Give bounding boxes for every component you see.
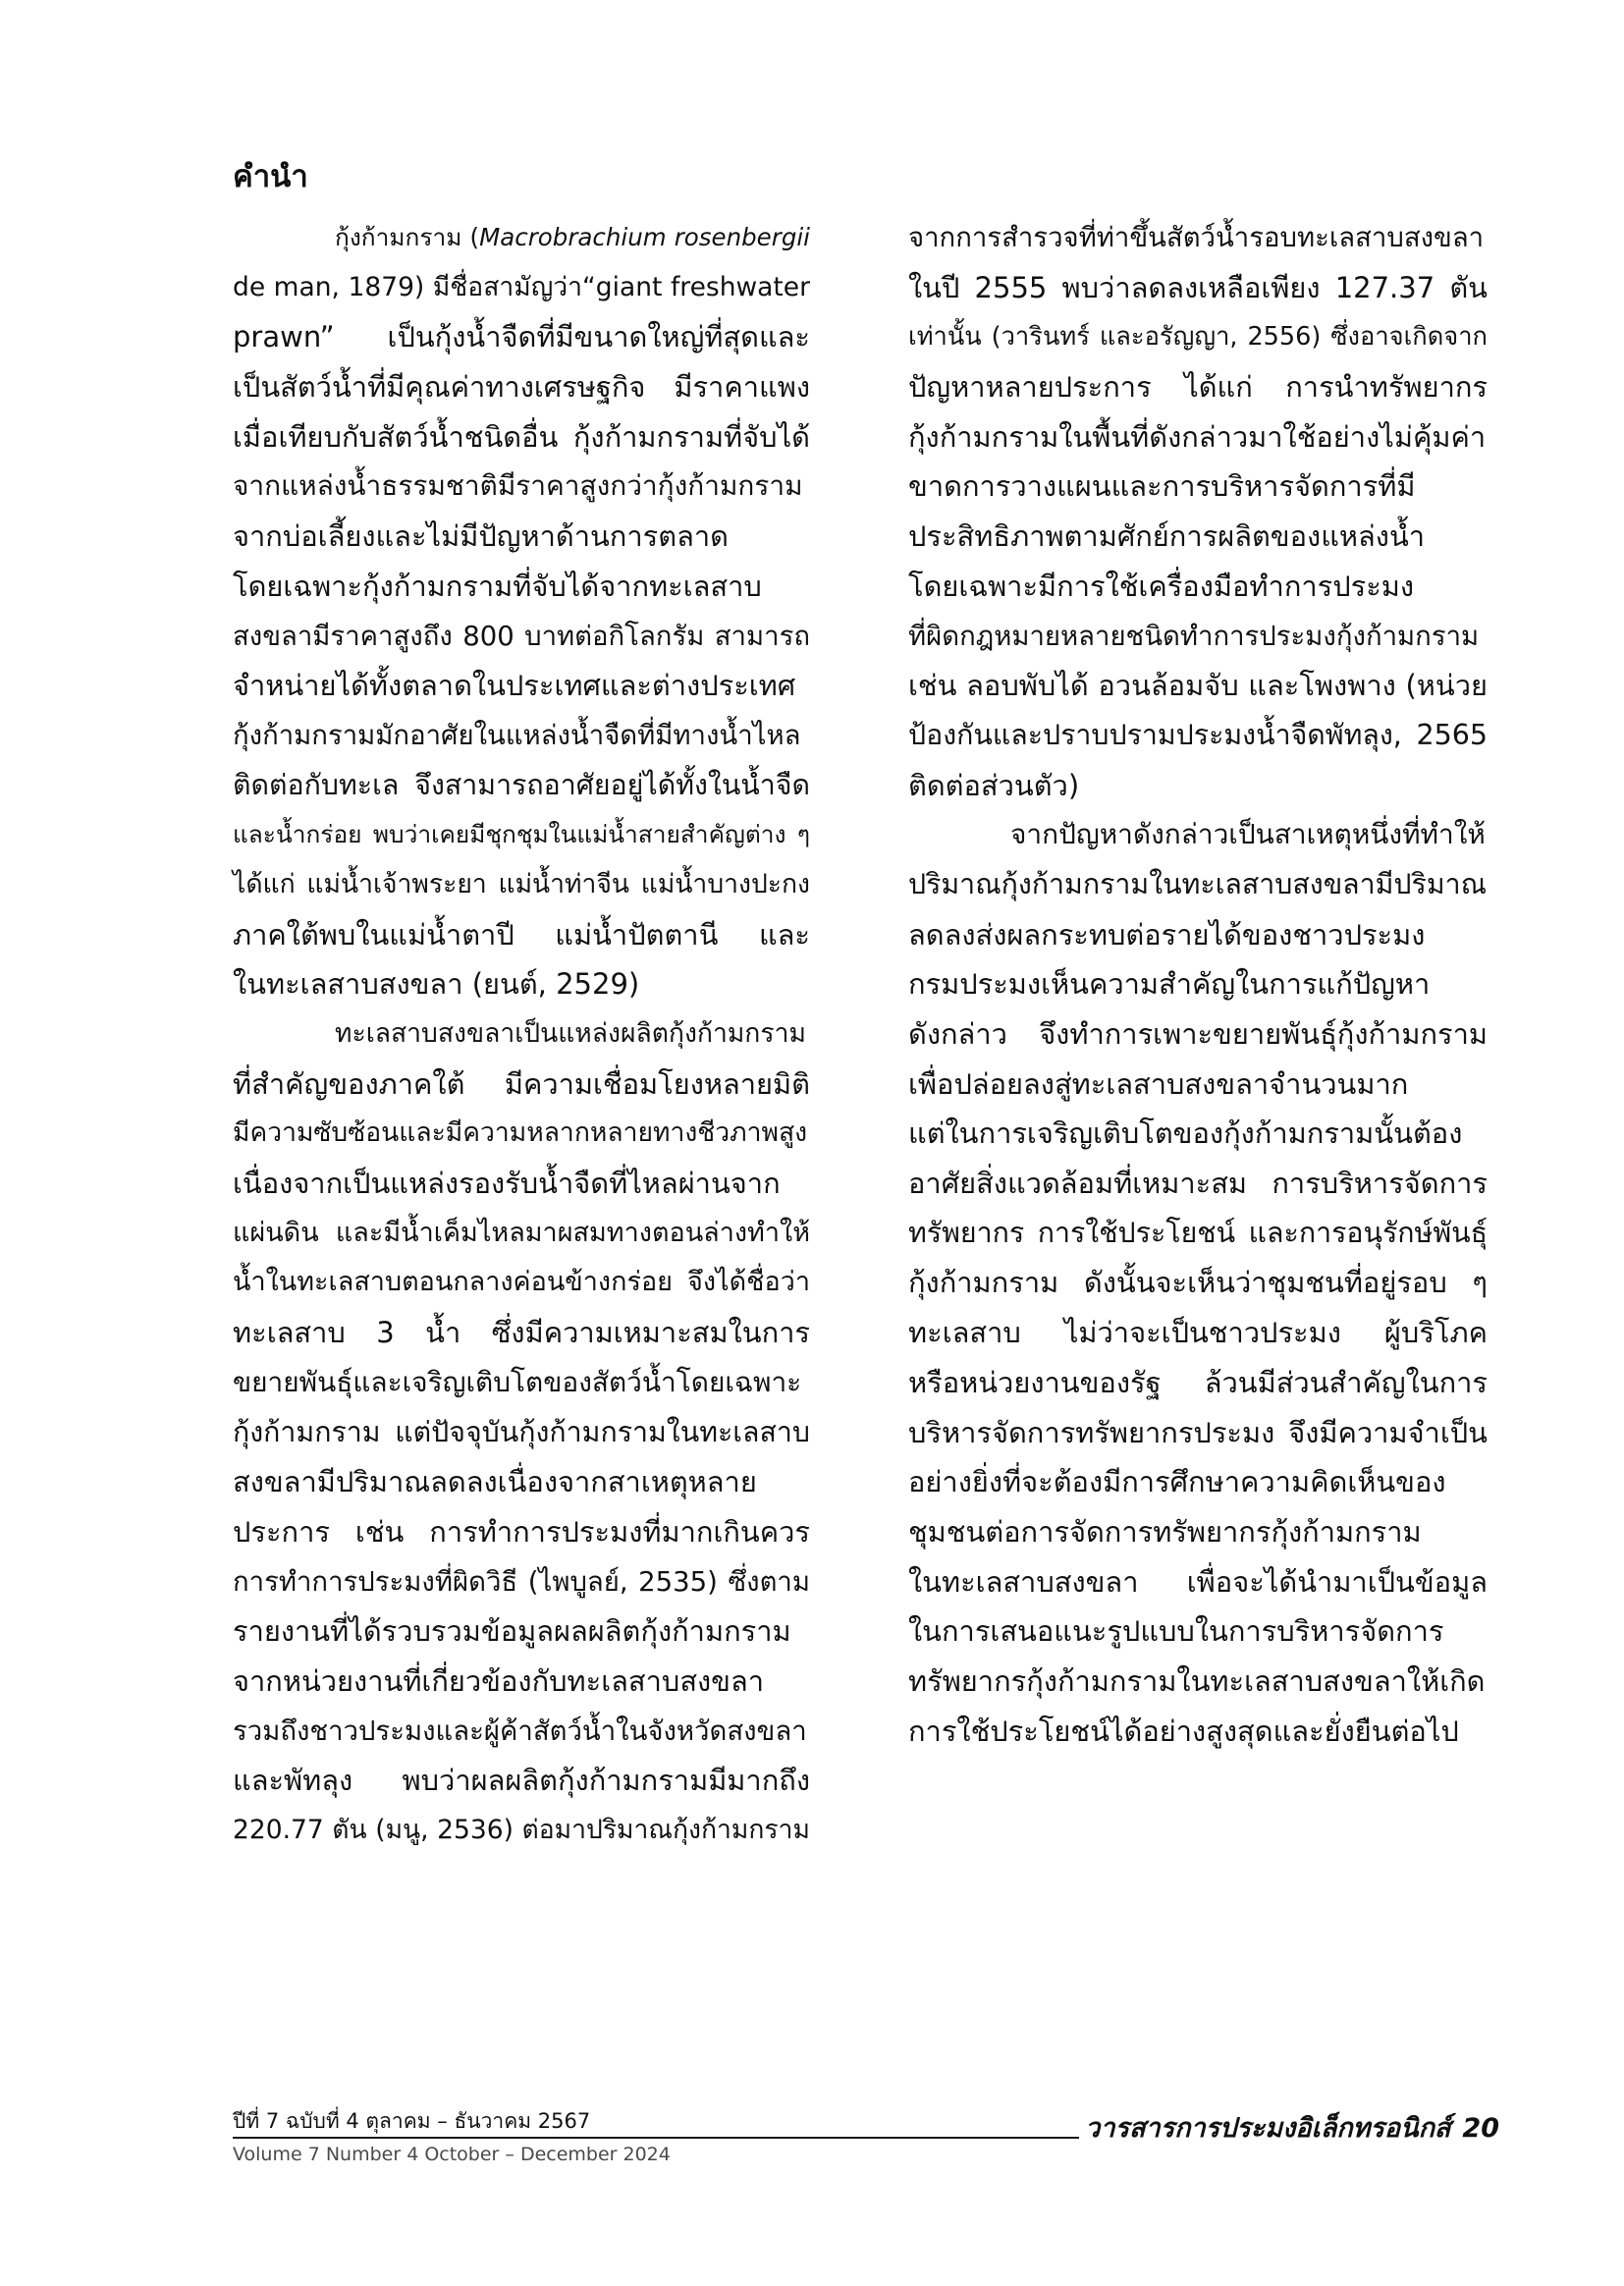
text-line: เท่านั้น (วารินทร์ และอรัญญา, 2556) ซึ่งอาจเกิดจาก xyxy=(908,322,1488,353)
text-line: ชุมชนต่อการจัดการทรัพยากรกุ้งก้ามกราม xyxy=(908,1514,1422,1549)
journal-title xyxy=(1085,2112,1499,2146)
text-line: ป้องกันและปราบปรามประมงน้ำจืดพัทลุง, 2565 xyxy=(908,718,1488,751)
left-column xyxy=(233,213,810,1856)
text-line: ขาดการวางแผนและการบริหารจัดการที่มี xyxy=(908,469,1416,504)
text-line: โดยเฉพาะมีการใช้เครื่องมือทำการประมง xyxy=(908,569,1415,603)
text-line: ลดลงส่งผลกระทบต่อรายได้ของชาวประมง xyxy=(908,917,1426,952)
text-line: กุ้งก้ามกรามมักอาศัยในแหล่งน้ำจืดที่มีทางน้ำไหล xyxy=(233,719,801,751)
text-line: รายงานที่ได้รวบรวมข้อมูลผลผลิตกุ้งก้ามกราม xyxy=(233,1614,791,1649)
text-line: ที่สำคัญของภาคใต้ มีความเชื่อมโยงหลายมิติ xyxy=(233,1066,810,1101)
text-line: กุ้งก้ามกรามในพื้นที่ดังกล่าวมาใช้อย่างไม่คุ้มค่า xyxy=(908,419,1487,454)
text-line: ติดต่อส่วนตัว) xyxy=(908,768,1080,802)
text-line: ปริมาณกุ้งก้ามกรามในทะเลสาบสงขลามีปริมาณ xyxy=(908,867,1488,900)
text-line: จากปัญหาดังกล่าวเป็นสาเหตุหนึ่งที่ทำให้ xyxy=(1010,818,1486,851)
text-line: กุ้งก้ามกราม ดังนั้นจะเห็นว่าชุมชนที่อยู่รอบ ๆ xyxy=(908,1266,1488,1300)
text-line: จากการสำรวจที่ท่าขึ้นสัตว์น้ำรอบทะเลสาบสงขลา xyxy=(908,222,1485,253)
text-line: แต่ในการเจริญเติบโตของกุ้งก้ามกรามนั้นต้อง xyxy=(908,1116,1463,1151)
text-line: de man, 1879) มีชื่อสามัญว่า“giant freshwater xyxy=(233,271,810,302)
text-line: หรือหน่วยงานของรัฐ ล้วนมีส่วนสำคัญในการ xyxy=(908,1365,1488,1399)
text-line: ประการ เช่น การทำการประมงที่มากเกินควร xyxy=(233,1514,810,1549)
text-line: 220.77 ตัน (มนู, 2536) ต่อมาปริมาณกุ้งก้ามกราม xyxy=(233,1815,810,1845)
text-line: ภาคใต้พบในแม่น้ำตาปี แม่น้ำปัตตานี และ xyxy=(233,917,810,952)
text-line: เมื่อเทียบกับสัตว์น้ำชนิดอื่น กุ้งก้ามกรามที่จับได้ xyxy=(233,419,810,454)
text-line: และพัทลุง พบว่าผลผลิตกุ้งก้ามกรามมีมากถึง xyxy=(233,1764,810,1798)
text-line: เป็นสัตว์น้ำที่มีคุณค่าทางเศรษฐกิจ มีราคาแพง xyxy=(233,370,810,405)
right-column xyxy=(908,213,1488,1756)
text-line: จากแหล่งน้ำธรรมชาติมีราคาสูงกว่ากุ้งก้ามกราม xyxy=(233,469,803,503)
footer-rule xyxy=(233,2137,1079,2139)
journal-name: วารสารการประมงอิเล็กทรอนิกส์ xyxy=(1085,2113,1451,2144)
text-line: โดยเฉพาะกุ้งก้ามกรามที่จับได้จากทะเลสาบ xyxy=(233,569,762,603)
text-line xyxy=(233,213,810,263)
text-line: อย่างยิ่งที่จะต้องมีการศึกษาความคิดเห็นของ xyxy=(908,1465,1446,1499)
text-line: บริหารจัดการทรัพยากรประมง จึงมีความจำเป็น xyxy=(908,1415,1488,1449)
text-line: กุ้งก้ามกราม แต่ปัจจุบันกุ้งก้ามกรามในทะเลสาบ xyxy=(233,1415,810,1448)
text-line: กรมประมงเห็นความสำคัญในการแก้ปัญหา xyxy=(908,967,1431,1002)
scientific-name: Macrobrachium rosenbergii xyxy=(479,223,810,251)
text-line: สงขลามีปริมาณลดลงเนื่องจากสาเหตุหลาย xyxy=(233,1465,757,1499)
issue-label-thai: ปีที่ 7 ฉบับที่ 4 ตุลาคม – ธันวาคม 2567 xyxy=(233,2109,591,2133)
page-number: 20 xyxy=(1462,2113,1499,2144)
text-line: เนื่องจากเป็นแหล่งรองรับน้ำจืดที่ไหลผ่านจาก xyxy=(233,1167,781,1201)
text-line: ทะเลสาบ ไม่ว่าจะเป็นชาวประมง ผู้บริโภค xyxy=(908,1316,1488,1350)
text-line: ทะเลสาบสงขลาเป็นแหล่งผลิตกุ้งก้ามกราม xyxy=(335,1018,806,1049)
text-line: ติดต่อกับทะเล จึงสามารถอาศัยอยู่ได้ทั้งในน้ำจืด xyxy=(233,768,810,801)
text-line: prawn” เป็นกุ้งน้ำจืดที่มีขนาดใหญ่ที่สุดและ xyxy=(233,320,810,354)
paragraph xyxy=(908,810,1488,1756)
text-line: จำหน่ายได้ทั้งตลาดในประเทศและต่างประเทศ xyxy=(233,669,796,703)
paragraph xyxy=(908,213,1488,810)
text-line: ในทะเลสาบสงขลา เพื่อจะได้นำมาเป็นข้อมูล xyxy=(908,1564,1488,1599)
text-line: ขยายพันธุ์และเจริญเติบโตของสัตว์น้ำโดยเฉพาะ xyxy=(233,1365,802,1398)
paragraph xyxy=(233,1009,810,1856)
text-line: เพื่อปล่อยลงสู่ทะเลสาบสงขลาจำนวนมาก xyxy=(908,1066,1409,1101)
text-line: ที่ผิดกฎหมายหลายชนิดทำการประมงกุ้งก้ามกราม xyxy=(908,620,1480,652)
text-line: สงขลามีราคาสูงถึง 800 บาทต่อกิโลกรัม สามารถ xyxy=(233,620,810,652)
text-line: ทรัพยากรกุ้งก้ามกรามในทะเลสาบสงขลาให้เกิด xyxy=(908,1663,1486,1698)
text-line: การทำการประมงที่ผิดวิธี (ไพบูลย์, 2535) ซึ่งตาม xyxy=(233,1565,810,1598)
section-heading: คำนำ xyxy=(233,159,308,194)
text-line: เช่น ลอบพับได้ อวนล้อมจับ และโพงพาง (หน่วย xyxy=(908,669,1488,703)
text-line: ปัญหาหลายประการ ได้แก่ การนำทรัพยากร xyxy=(908,370,1488,405)
issue-label-english: Volume 7 Number 4 October – December 2024 xyxy=(233,2144,671,2165)
text-line: ได้แก่ แม่น้ำเจ้าพระยา แม่น้ำท่าจีน แม่น้ำบางปะกง xyxy=(233,868,810,899)
text-line: ทะเลสาบ 3 น้ำ ซึ่งมีความเหมาะสมในการ xyxy=(233,1316,810,1350)
text-line: ดังกล่าว จึงทำการเพาะขยายพันธุ์กุ้งก้ามกราม xyxy=(908,1017,1488,1051)
text-line: ประสิทธิภาพตามศักย์การผลิตของแหล่งน้ำ xyxy=(908,519,1426,554)
text-line: ในการเสนอแนะรูปแบบในการบริหารจัดการ xyxy=(908,1614,1444,1649)
text-line: มีความซับซ้อนและมีความหลากหลายทางชีวภาพสูง xyxy=(233,1117,808,1149)
text-line: น้ำในทะเลสาบตอนกลางค่อนข้างกร่อย จึงได้ชื่อว่า xyxy=(233,1267,810,1298)
text-line: จากหน่วยงานที่เกี่ยวข้องกับทะเลสาบสงขลา xyxy=(233,1663,765,1698)
paragraph xyxy=(233,213,810,1009)
text-line: ในปี 2555 พบว่าลดลงเหลือเพียง 127.37 ตัน xyxy=(908,270,1488,304)
text-line: ทรัพยากร การใช้ประโยชน์ และการอนุรักษ์พันธุ์ xyxy=(908,1216,1488,1249)
text-line: การใช้ประโยชน์ได้อย่างสูงสุดและยั่งยืนต่อไป xyxy=(908,1714,1459,1748)
text-line: แผ่นดิน และมีน้ำเค็มไหลมาผสมทางตอนล่างทำให้ xyxy=(233,1217,810,1248)
text-line: อาศัยสิ่งแวดล้อมที่เหมาะสม การบริหารจัดการ xyxy=(908,1167,1488,1201)
text-line: รวมถึงชาวประมงและผู้ค้าสัตว์น้ำในจังหวัดสงขลา xyxy=(233,1714,807,1747)
text-line: ในทะเลสาบสงขลา (ยนต์, 2529) xyxy=(233,967,640,1002)
text-line: และน้ำกร่อย พบว่าเคยมีชุกชุมในแม่น้ำสายสำคัญต่าง ๆ xyxy=(233,820,810,849)
text-line: จากบ่อเลี้ยงและไม่มีปัญหาด้านการตลาด xyxy=(233,519,729,554)
text-segment: กุ้งก้ามกราม ( xyxy=(335,223,480,251)
